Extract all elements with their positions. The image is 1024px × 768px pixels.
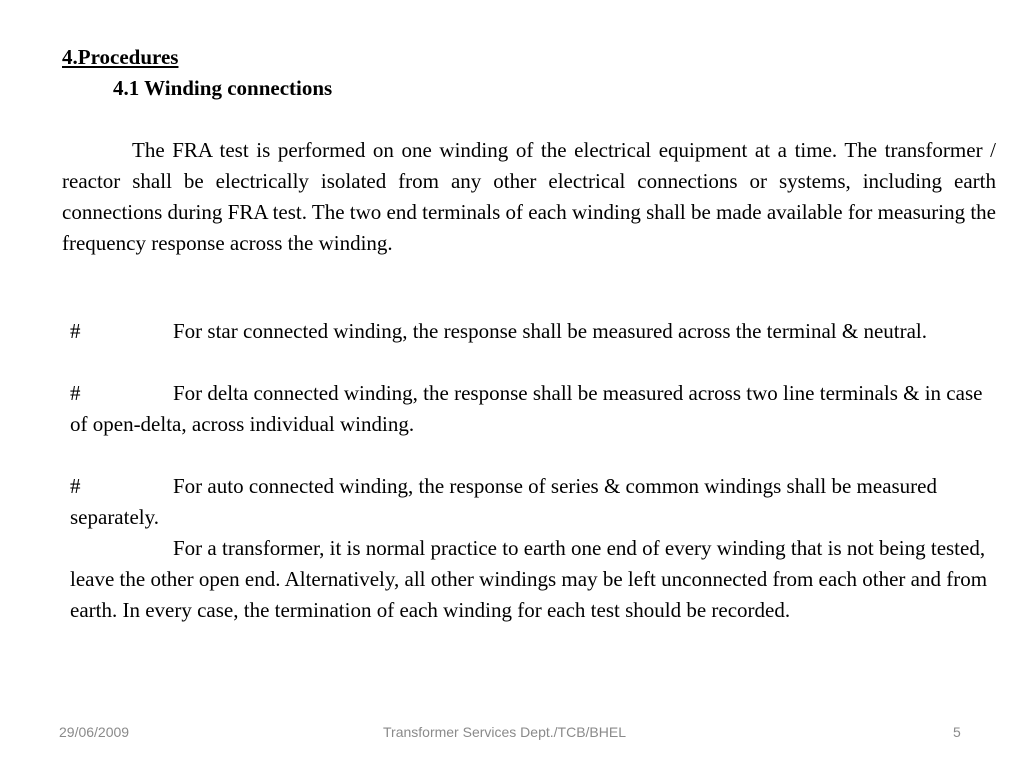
bullet-marker: # (70, 474, 81, 498)
bullet-item-auto (70, 471, 990, 533)
bullet-item-delta (70, 378, 990, 440)
intro-paragraph: The FRA test is performed on one winding of the electrical equipment at a time. The transformer / reactor shall be electrically isolated from any other electrical connections or systems, including earth connections during FRA test. The two end terminals of each winding shall be made available for measuring the frequency response across the winding. (62, 138, 996, 255)
closing-paragraph: For a transformer, it is normal practice to earth one end of every winding that is not being tested, leave the other open end. Alternatively, all other windings may be left unconnected from each other and from earth. In every case, the termination of each winding for each test should be recorded. (70, 536, 988, 622)
bullet-text: For star connected winding, the response shall be measured across the terminal & neutral. (173, 319, 928, 343)
footer-date: 29/06/2009 (59, 724, 130, 740)
bullet-marker: # (70, 319, 81, 343)
spacer (70, 347, 990, 378)
bullet-text: For delta connected winding, the response shall be measured across two line terminals & in case of open-delta, across individual winding. (70, 381, 983, 436)
footer-page-number: 5 (953, 724, 961, 740)
bullet-list (70, 316, 990, 626)
spacer (70, 440, 990, 471)
bullet-item-star (70, 316, 990, 347)
bullet-text: For auto connected winding, the response of series & common windings shall be measured separately. (70, 474, 937, 529)
footer-department: Transformer Services Dept./TCB/BHEL (383, 724, 626, 740)
bullet-marker: # (70, 381, 81, 405)
subsection-heading: 4.1 Winding connections (113, 76, 333, 100)
section-heading: 4.Procedures (62, 45, 179, 69)
